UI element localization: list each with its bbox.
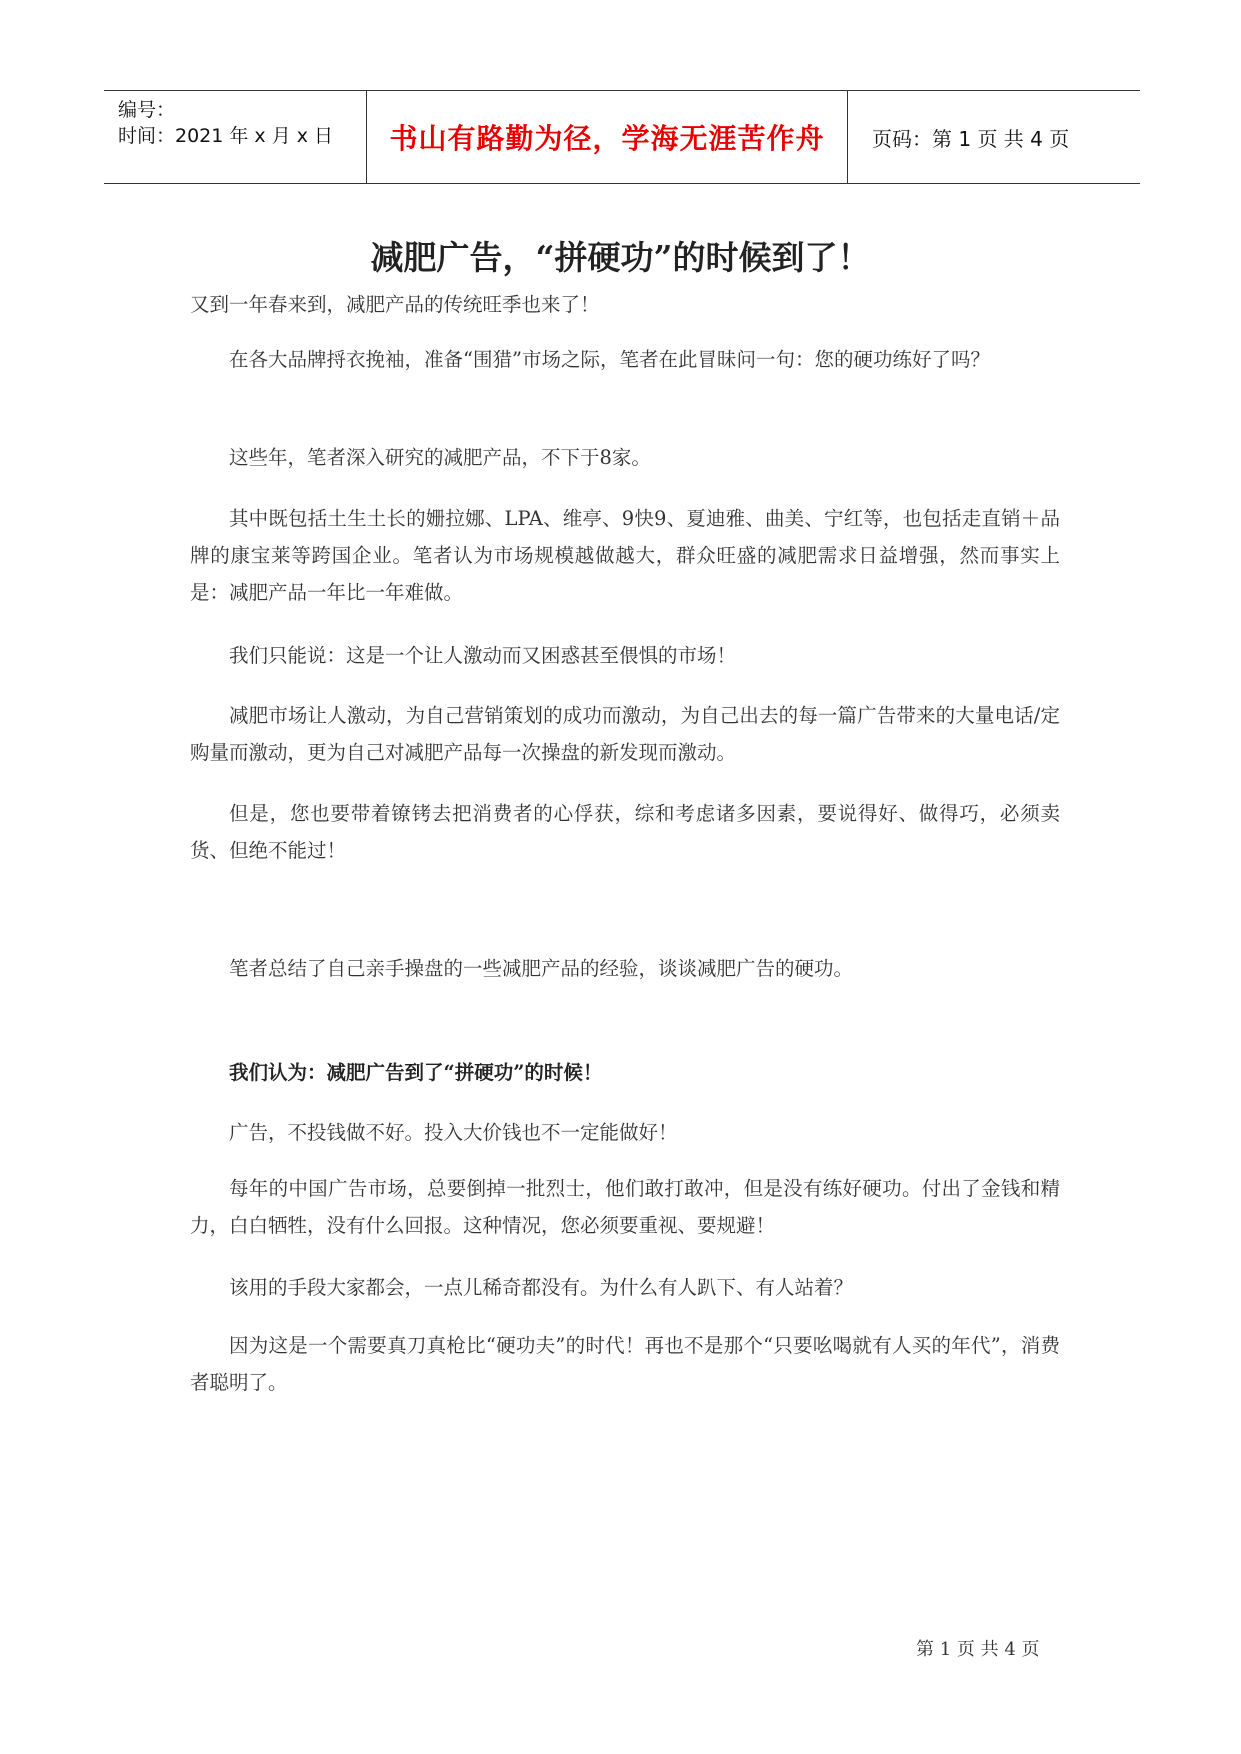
paragraph: 我们只能说：这是一个让人激动而又困惑甚至偎惧的市场！: [229, 644, 737, 667]
time-label: 时间：2021 年 x 月 x 日: [118, 125, 334, 147]
paragraph: 减肥市场让人激动，为自己营销策划的成功而激动，为自己出去的每一篇广告带来的大量电话/定购量而激动，更为自己对减肥产品每一次操盘的新发现而激动。: [190, 704, 1060, 764]
header-page-cell: [848, 91, 1164, 183]
paragraph: 其中既包括土生土长的姗拉娜、LPA、维亭、9快9、夏迪雅、曲美、宁红等，也包括走直销＋品牌的康宝莱等跨国企业。笔者认为市场规模越做越大，群众旺盛的减肥需求日益增强，然而事实上是：减肥产品一年比一年难做。: [190, 507, 1060, 604]
paragraph: 这些年，笔者深入研究的减肥产品，不下于8家。: [229, 446, 651, 469]
document-header: [104, 90, 1140, 184]
page-footer: 第 1 页 共 4 页: [916, 1639, 1040, 1660]
paragraph: 每年的中国广告市场，总要倒掉一批烈士，他们敢打敢冲，但是没有练好硬功。付出了金钱和精力，白白牺牲，没有什么回报。这种情况，您必须要重视、要规避！: [190, 1177, 1060, 1237]
page-label: 页码：第 1 页 共 4 页: [872, 126, 1070, 151]
paragraph: 在各大品牌捋衣挽袖，准备“围猎”市场之际，笔者在此冒昧问一句：您的硬功练好了吗？: [229, 348, 990, 371]
paragraph: 又到一年春来到，减肥产品的传统旺季也来了！: [190, 293, 600, 316]
header-motto-cell: [367, 91, 848, 183]
paragraph: 该用的手段大家都会，一点儿稀奇都没有。为什么有人趴下、有人站着？: [229, 1276, 854, 1299]
section-heading: 我们认为：减肥广告到了“拼硬功”的时候！: [229, 1061, 603, 1084]
header-info-cell: [104, 91, 367, 183]
paragraph: 但是，您也要带着镣铐去把消费者的心俘获，综和考虑诸多因素，要说得好、做得巧，必须卖货、但绝不能过！: [190, 802, 1060, 862]
paragraph: 因为这是一个需要真刀真枪比“硬功夫”的时代！再也不是那个“只要吆喝就有人买的年代”，消费者聪明了。: [190, 1334, 1060, 1394]
document-title: 减肥广告，“拼硬功”的时候到了！: [370, 238, 871, 277]
paragraph: 笔者总结了自己亲手操盘的一些减肥产品的经验，谈谈减肥广告的硬功。: [229, 957, 854, 980]
motto: 书山有路勤为径，学海无涯苦作舟: [389, 122, 825, 155]
paragraph: 广告，不投钱做不好。投入大价钱也不一定能做好！: [229, 1121, 678, 1144]
number-label: 编号：: [118, 99, 176, 121]
